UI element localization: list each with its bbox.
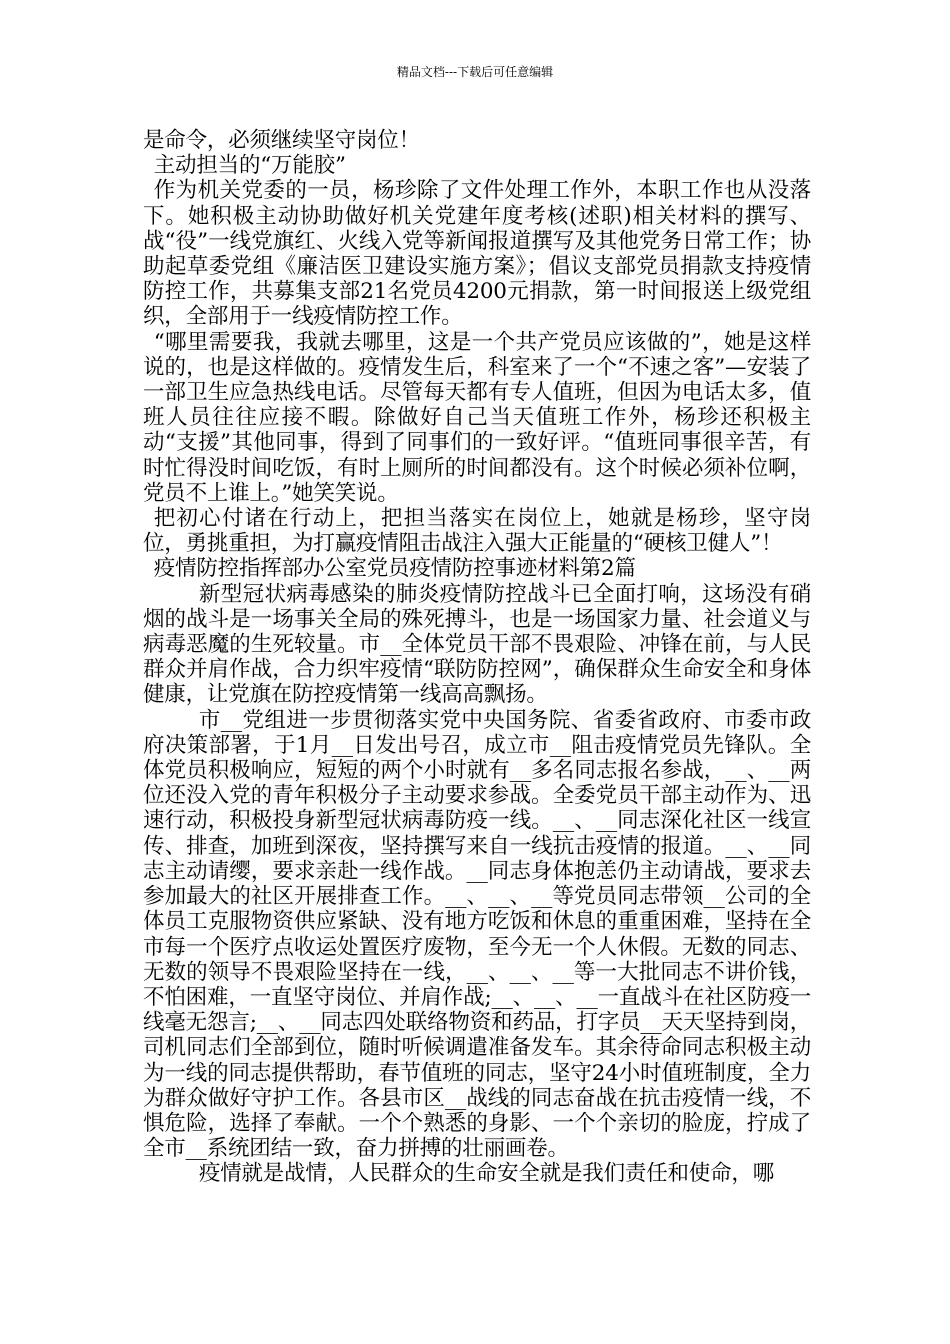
paragraph: 把初心付诸在行动上，把担当落实在岗位上，她就是杨珍，坚守岗位，勇挑重担，为打赢疫情阻击战注入强大正能量的“硬核卫健人”！ bbox=[143, 506, 811, 557]
paragraph: 市__党组进一步贯彻落实党中央国务院、省委省政府、市委市政府决策部署，于1月__日发出号召，成立市__阻击疫情党员先锋队。全体党员积极响应，短短的两个小时就有__多名同志报名参战，__、__两位还没入党的青年积极分子主动要求参战。全委党员干部主动作为、迅速行动，积极投身新型冠状病毒防疫一线。__、__同志深化社区一线宣传、排查，加班到深夜，坚持撰写来自一线抗击疫情的报道。__、__同志主动请缨，要求亲赴一线作战。__同志身体抱恙仍主动请战，要求去参加最大的社区开展排查工作。__、__、__等党员同志带领__公司的全体员工克服物资供应紧缺、没有地方吃饭和休息的重重困难，坚持在全市每一个医疗点收运处置医疗废物，至今无一个人休假。无数的同志、无数的领导不畏艰险坚持在一线，__、__、__等一大批同志不讲价钱，不怕困难，一直坚守岗位、并肩作战;__、__、__一直战斗在社区防疫一线毫无怨言;__、__同志四处联络物资和药品，打字员__天天坚持到岗，司机同志们全部到位，随时听候调遣准备发车。其余待命同志积极主动为一线的同志提供帮助，春节值班的同志，坚守24小时值班制度，全力为群众做好守护工作。各县市区__战线的同志奋战在抗击疫情一线，不惧危险，选择了奉献。一个个熟悉的身影、一个个亲切的脸庞，拧成了全市__系统团结一致，奋力拼搏的壮丽画卷。 bbox=[143, 707, 811, 1162]
article-title: 疫情防控指挥部办公室党员疫情防控事迹材料第2篇 bbox=[153, 556, 636, 582]
paragraph: 新型冠状病毒感染的肺炎疫情防控战斗已全面打响，这场没有硝烟的战斗是一场事关全局的殊死搏斗，也是一场国家力量、社会道义与病毒恶魔的生死较量。市__全体党员干部不畏艰险、冲锋在前，与人民群众并肩作战，合力织牢疫情“联防防控网”，确保群众生命安全和身体健康，让党旗在防控疫情第一线高高飘扬。 bbox=[143, 581, 811, 708]
paragraph: 作为机关党委的一员，杨珍除了文件处理工作外，本职工作也从没落下。她积极主动协助做好机关党建年度考核(述职)相关材料的撰写、战“役”一线党旗红、火线入党等新闻报道撰写及其他党务日常工作；协助起草委党组《廉洁医卫建设实施方案》；倡议支部党员捐款支持疫情防控工作，共募集支部21名党员4200元捐款，第一时间报送上级党组织，全部用于一线疫情防控工作。 bbox=[143, 178, 811, 330]
document-body bbox=[143, 128, 811, 1187]
paragraph-continuation: 是命令，必须继续坚守岗位！ bbox=[143, 128, 420, 153]
page-header: 精品文档---下载后可任意编辑 bbox=[396, 65, 554, 79]
section-heading: 主动担当的“万能胶” bbox=[153, 153, 346, 179]
paragraph: 疫情就是战情，人民群众的生命安全就是我们责任和使命，哪 bbox=[198, 1161, 774, 1187]
paragraph: “哪里需要我，我就去哪里，这是一个共产党员应该做的”，她是这样说的，也是这样做的。疫情发生后，科室来了一个“不速之客”—安装了一部卫生应急热线电话。尽管每天都有专人值班，但因为电话太多，值班人员往往应接不暇。除做好自己当天值班工作外，杨珍还积极主动“支援”其他同事，得到了同事们的一致好评。“值班同事很辛苦，有时忙得没时间吃饭，有时上厕所的时间都没有。这个时候必须补位啊，党员不上谁上。”她笑笑说。 bbox=[143, 329, 811, 506]
